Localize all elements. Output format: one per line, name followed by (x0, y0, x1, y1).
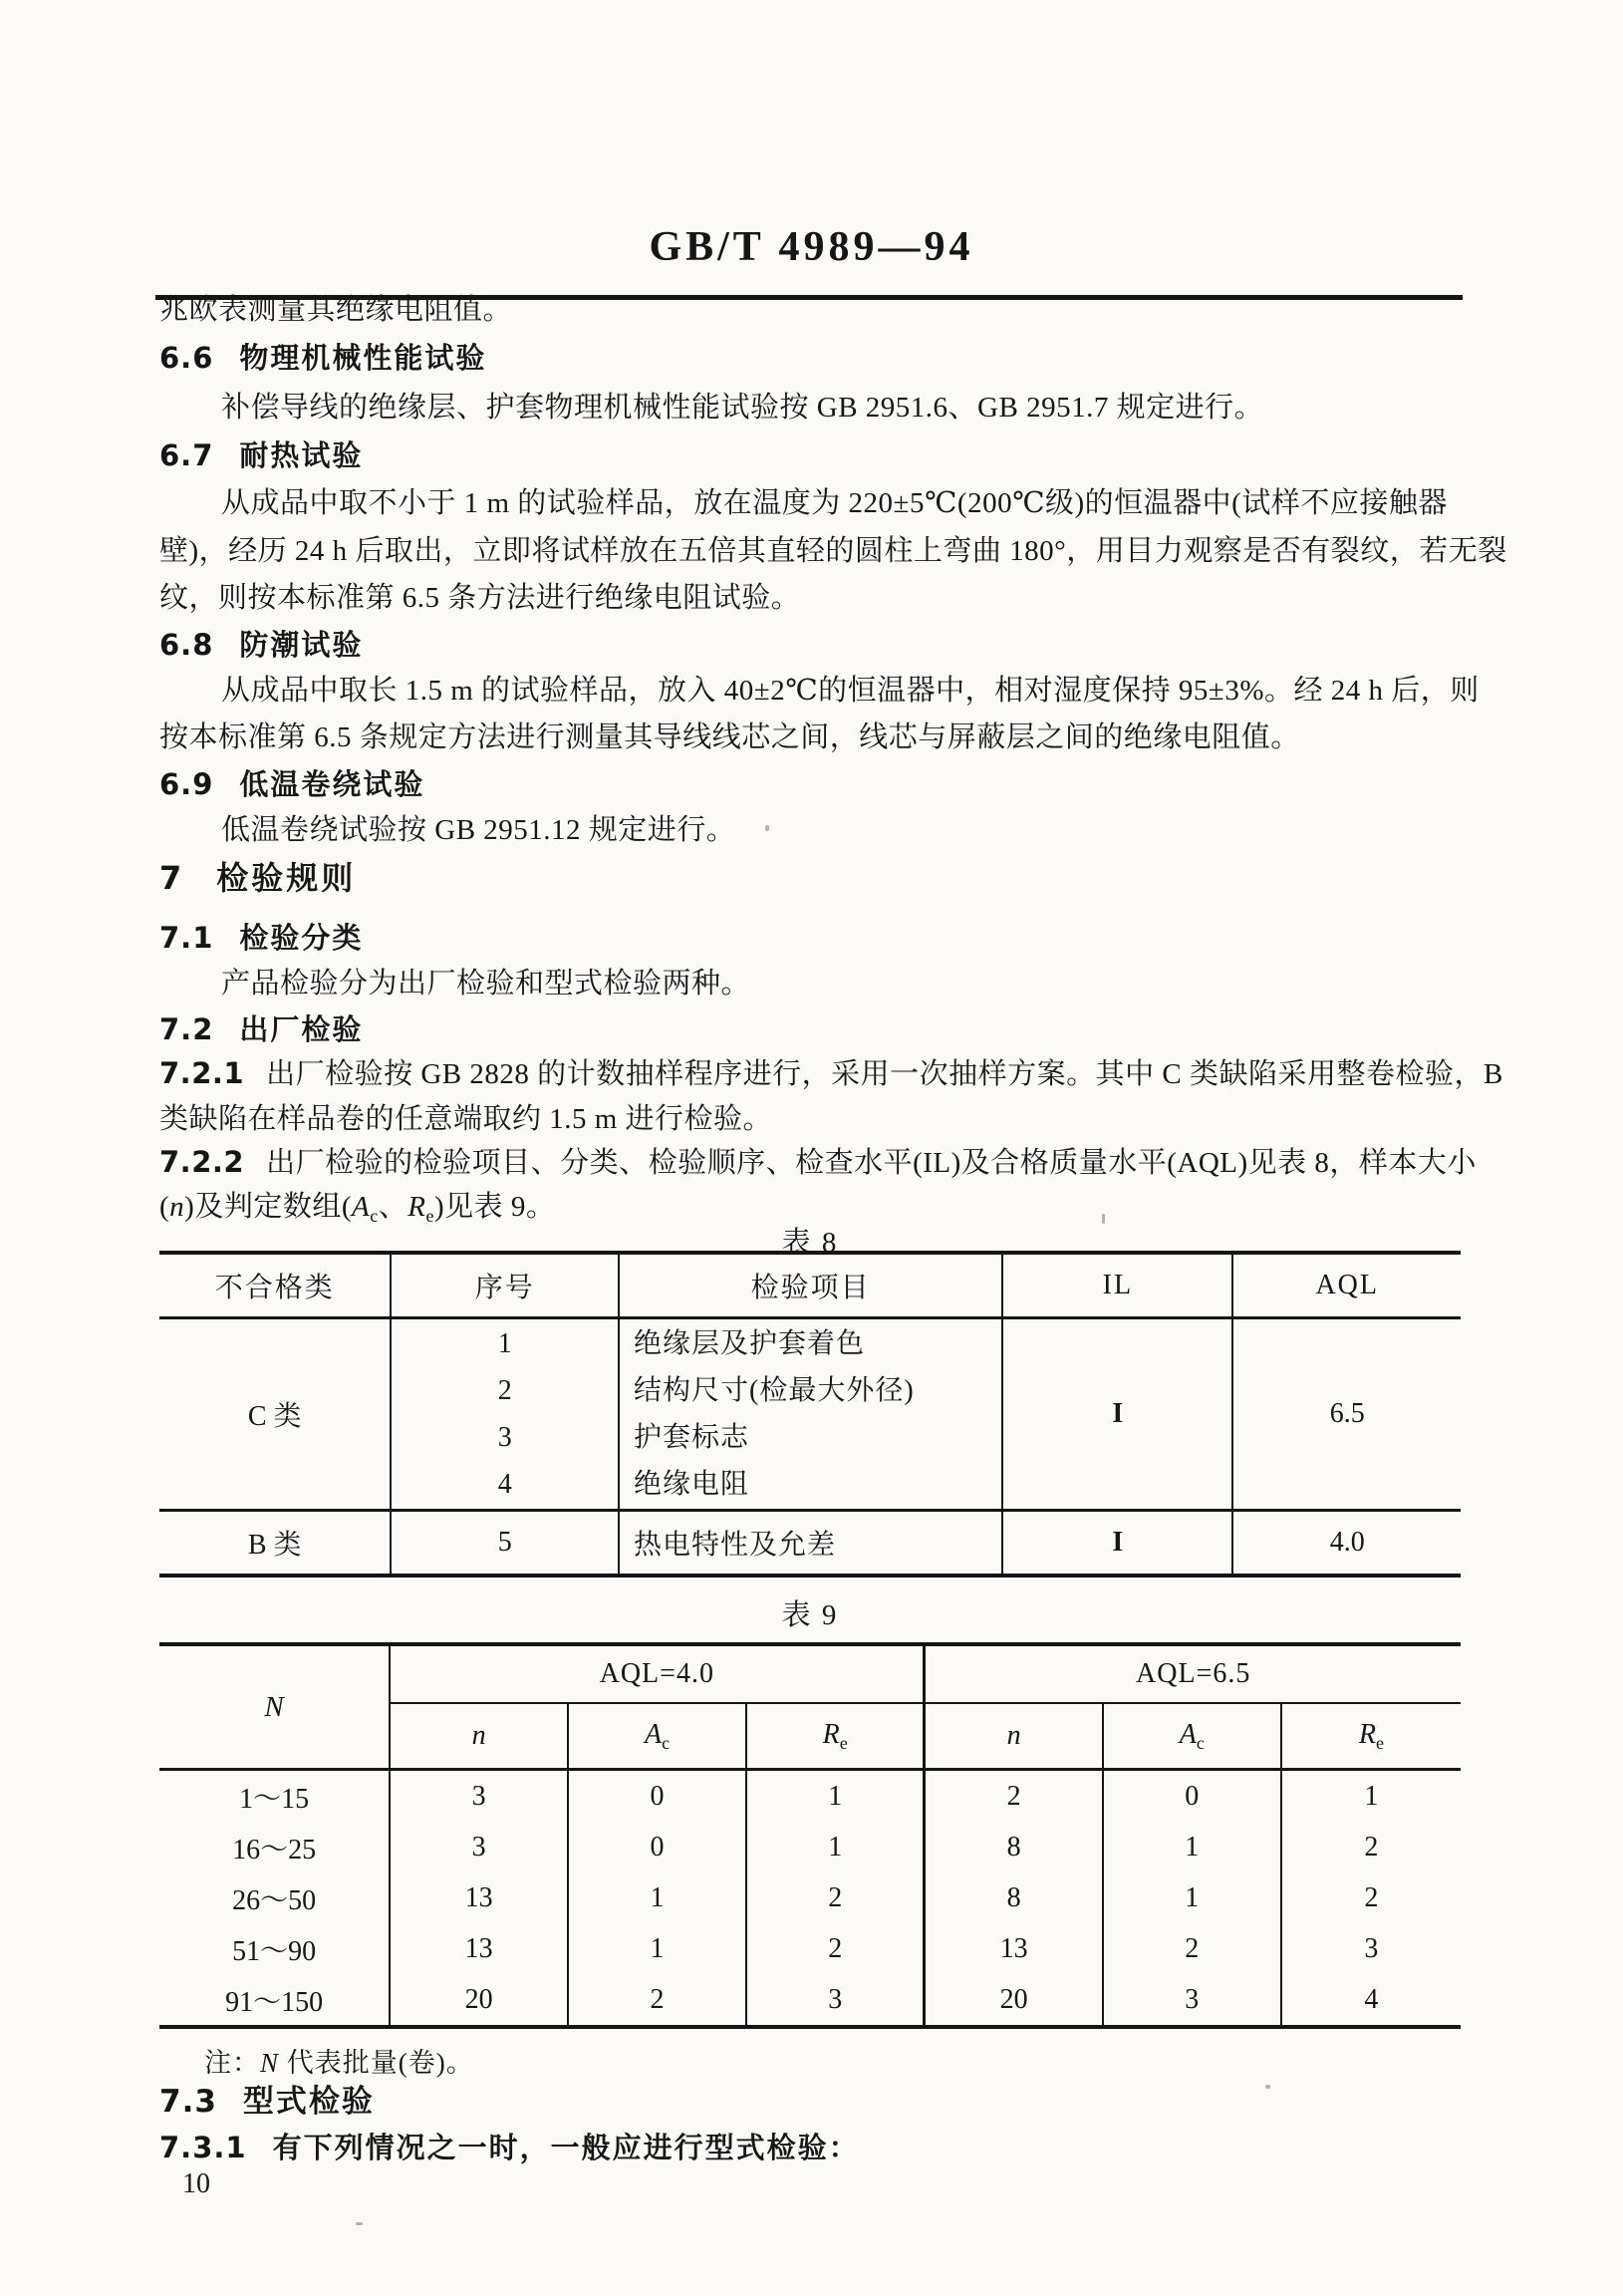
ac-value: 0 (1103, 1770, 1281, 1823)
table9-caption: 表 9 (781, 1599, 839, 1631)
clause-title: 型式检验 (242, 2084, 375, 2120)
ac-value: 1 (568, 1923, 746, 1974)
clause-title: 物理机械性能试验 (239, 341, 487, 375)
clause-number: 7.1 (159, 921, 214, 955)
re-value: 2 (746, 1872, 925, 1923)
item-3: 护套标志 (634, 1422, 750, 1453)
symbol-A: A (352, 1191, 371, 1223)
table9-row-3 (159, 1872, 1461, 1923)
table9-group-aql65: AQL=6.5 (925, 1644, 1461, 1703)
clause-title: 耐热试验 (239, 438, 364, 472)
text-segment: 、 (378, 1191, 408, 1223)
re-value: 3 (1281, 1923, 1461, 1974)
table9-note (204, 2041, 474, 2080)
aql-value-b: 4.0 (1232, 1511, 1461, 1577)
text-segment: )及判定数组( (184, 1191, 352, 1223)
clause-number: 6.9 (159, 767, 214, 801)
scan-speck (356, 2222, 363, 2225)
seq-3: 3 (497, 1422, 512, 1453)
table8-header-row (159, 1253, 1461, 1318)
n-value: 13 (390, 1923, 568, 1974)
table9-row-4 (159, 1923, 1461, 1974)
table9-header-Ac1: $A_c$ (568, 1703, 746, 1770)
re-value: 1 (746, 1770, 925, 1823)
table8-row-class-c (159, 1318, 1461, 1511)
subscript-c: c (370, 1206, 379, 1226)
clause-text: 出厂检验的检验项目、分类、检验顺序、检查水平(IL)及合格质量水平(AQL)见表 8，样本大小 (266, 1147, 1477, 1179)
n-value: 8 (925, 1872, 1103, 1923)
n-value: 13 (925, 1923, 1103, 1974)
re-value: 3 (746, 1974, 925, 2027)
n-value: 3 (390, 1770, 568, 1823)
symbol-R: R (407, 1191, 426, 1223)
heading-6-9 (159, 761, 424, 807)
table8-header-aql: AQL (1232, 1253, 1461, 1318)
clause-title: 检验分类 (239, 921, 364, 955)
paragraph-6-7-line1: 从成品中取不小于 1 m 的试验样品，放在温度为 220±5℃(200℃级)的恒温器中(试样不应接触器 (221, 487, 1448, 519)
heading-6-8 (159, 622, 363, 668)
clause-number: 7.2.2 (159, 1145, 245, 1179)
inspection-items (619, 1318, 1002, 1511)
paragraph-7-2-1-line2: 类缺陷在样品卷的任意端取约 1.5 m 进行检验。 (159, 1103, 773, 1135)
text-segment: ( (159, 1191, 170, 1223)
item-4: 绝缘电阻 (634, 1469, 750, 1500)
n-value: 2 (925, 1770, 1103, 1823)
table8-row-class-b (159, 1511, 1461, 1577)
note-text: 代表批量(卷)。 (279, 2048, 474, 2078)
re-value: 2 (746, 1923, 925, 1974)
table9-row-5 (159, 1974, 1461, 2027)
chapter-number: 7 (159, 859, 183, 897)
paragraph-6-6: 补偿导线的绝缘层、护套物理机械性能试验按 GB 2951.6、GB 2951.7 规定进行。 (221, 392, 1264, 424)
paragraph-6-8-line2: 按本标准第 6.5 条规定方法进行测量其导线线芯之间，线芯与屏蔽层之间的绝缘电阻值。 (159, 721, 1300, 753)
paragraph-6-7-line3: 纹，则按本标准第 6.5 条方法进行绝缘电阻试验。 (159, 582, 801, 614)
table9-header-n1: n (390, 1703, 568, 1770)
defect-class-c: C 类 (159, 1318, 391, 1511)
heading-7-1 (159, 915, 363, 961)
ac-value: 0 (568, 1822, 746, 1872)
chapter-title: 检验规则 (216, 859, 357, 897)
ac-value: 2 (568, 1974, 746, 2027)
paragraph-7-1: 产品检验分为出厂检验和型式检验两种。 (221, 968, 751, 1000)
heading-6-7 (159, 432, 363, 478)
re-value: 4 (1281, 1974, 1461, 2027)
symbol-n: n (169, 1191, 185, 1223)
clause-number: 6.7 (159, 438, 214, 472)
seq-numbers (391, 1318, 619, 1511)
defect-class-b: B 类 (159, 1511, 391, 1577)
standard-code: GB/T 4989—94 (649, 224, 974, 270)
batch-range: 91～150 (159, 1974, 390, 2027)
batch-range: 1～15 (159, 1770, 390, 1823)
table9-group-aql40: AQL=4.0 (390, 1644, 925, 1703)
text-segment: )见表 9。 (433, 1191, 556, 1223)
item-5: 热电特性及允差 (619, 1511, 1002, 1577)
table8-header-il: IL (1002, 1253, 1232, 1318)
clause-number: 6.8 (159, 628, 214, 662)
n-value: 3 (390, 1822, 568, 1872)
clause-text: 有下列情况之一时，一般应进行型式检验： (272, 2131, 860, 2164)
n-value: 8 (925, 1822, 1103, 1872)
seq-5: 5 (391, 1511, 619, 1577)
seq-4: 4 (497, 1469, 512, 1500)
scan-speck (1102, 1214, 1105, 1224)
clause-title: 出厂检验 (239, 1012, 364, 1046)
table-8 (159, 1251, 1461, 1578)
table9-header-n2: n (925, 1703, 1103, 1770)
heading-6-6 (159, 335, 486, 381)
paragraph-6-9: 低温卷绕试验按 GB 2951.12 规定进行。 (221, 814, 736, 846)
note-prefix: 注： (204, 2048, 260, 2078)
paragraph-6-8-line1: 从成品中取长 1.5 m 的试验样品，放入 40±2℃的恒温器中，相对湿度保持 95±3%。经 24 h 后，则 (221, 675, 1480, 707)
clause-number: 7.2 (159, 1012, 214, 1046)
batch-range: 26～50 (159, 1872, 390, 1923)
ac-value: 1 (568, 1872, 746, 1923)
item-1: 绝缘层及护套着色 (634, 1328, 866, 1359)
ac-value: 1 (1103, 1822, 1281, 1872)
paragraph-7-2-2-line1 (159, 1139, 1477, 1186)
n-value: 20 (925, 1974, 1103, 2027)
table8-caption: 表 8 (781, 1227, 839, 1259)
seq-2: 2 (497, 1375, 512, 1406)
aql-value-c: 6.5 (1232, 1318, 1461, 1511)
re-value: 1 (1281, 1770, 1461, 1823)
table9-header-Re1: $R_e$ (746, 1703, 925, 1770)
table9-group-header-row (159, 1644, 1461, 1703)
heading-7-3-1 (159, 2125, 860, 2170)
table8-header-item: 检验项目 (619, 1253, 1002, 1318)
table9-header-N: N (159, 1644, 390, 1770)
clause-title: 防潮试验 (239, 628, 364, 662)
il-value-b: I (1002, 1511, 1232, 1577)
clause-text: 出厂检验按 GB 2828 的计数抽样程序进行，采用一次抽样方案。其中 C 类缺陷采用整卷检验，B (266, 1058, 1503, 1090)
table-9 (159, 1642, 1461, 2029)
clause-number: 7.3 (159, 2084, 217, 2120)
subscript-e: e (425, 1206, 434, 1226)
ac-value: 3 (1103, 1974, 1281, 2027)
note-symbol-N: N (260, 2048, 280, 2078)
heading-7-2 (159, 1006, 363, 1052)
re-value: 1 (746, 1822, 925, 1872)
table9-header-Re2: $R_e$ (1281, 1703, 1461, 1770)
table8-header-seq: 序号 (391, 1253, 619, 1318)
il-value-c: I (1002, 1318, 1232, 1511)
table8-header-defect-class: 不合格类 (159, 1253, 391, 1318)
heading-7 (159, 855, 356, 901)
paragraph-7-2-1-line1 (159, 1050, 1503, 1097)
ac-value: 0 (568, 1770, 746, 1823)
re-value: 2 (1281, 1872, 1461, 1923)
ac-value: 2 (1103, 1923, 1281, 1974)
seq-1: 1 (497, 1328, 512, 1359)
clause-number: 7.2.1 (159, 1056, 245, 1090)
paragraph-6-7-line2: 壁)，经历 24 h 后取出，立即将试样放在五倍其直轻的圆柱上弯曲 180°，用目力观察是否有裂纹，若无裂 (159, 535, 1507, 567)
scan-speck (765, 825, 769, 831)
table9-row-2 (159, 1822, 1461, 1872)
clause-title: 低温卷绕试验 (239, 767, 425, 801)
table9-header-Ac2: $A_c$ (1103, 1703, 1281, 1770)
batch-range: 51～90 (159, 1923, 390, 1974)
scan-speck (1265, 2085, 1270, 2089)
table9-row-1 (159, 1770, 1461, 1823)
paragraph-6-5-continuation: 兆欧表测量其绝缘电阻值。 (159, 294, 513, 326)
n-value: 20 (390, 1974, 568, 2027)
re-value: 2 (1281, 1822, 1461, 1872)
page-number: 10 (182, 2168, 210, 2199)
heading-7-3 (159, 2079, 375, 2125)
batch-range: 16～25 (159, 1822, 390, 1872)
n-value: 13 (390, 1872, 568, 1923)
clause-number: 7.3.1 (159, 2131, 247, 2164)
item-2: 结构尺寸(检最大外径) (634, 1375, 915, 1406)
ac-value: 1 (1103, 1872, 1281, 1923)
clause-number: 6.6 (159, 341, 214, 375)
